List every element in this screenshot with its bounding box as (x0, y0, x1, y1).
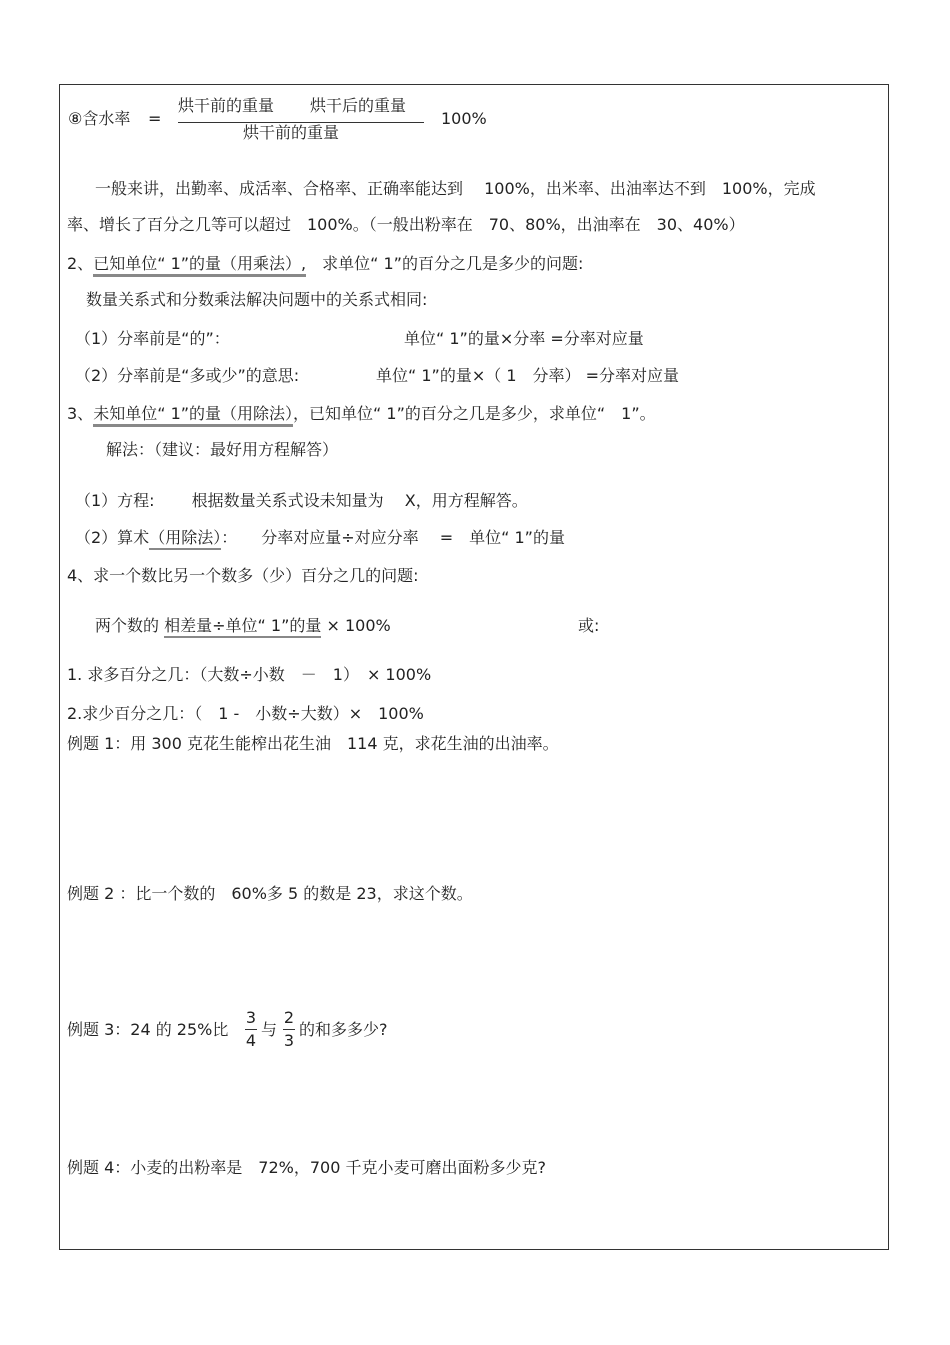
fraction-1-denominator: 4 (245, 1031, 257, 1050)
example-3-suffix: 的和多多少? (299, 1020, 388, 1039)
formula8-equals: = (148, 109, 162, 128)
section3-method: 解法：（建议：最好用方程解答） (106, 440, 339, 459)
formula8-numerator-right: 烘干后的重量 (310, 96, 407, 115)
fraction-2-denominator: 3 (283, 1031, 295, 1050)
section2-note: 数量关系式和分数乘法解决问题中的关系式相同: (86, 290, 428, 309)
example-3-prefix: 例题 3：24 的 25%比 (67, 1020, 229, 1039)
section2-heading (67, 254, 583, 274)
fraction-1-bar (245, 1029, 257, 1030)
example-3-fraction-2 (283, 1008, 295, 1051)
section3-item2-right: ： 分率对应量÷对应分率 = 单位“ 1”的量 (221, 528, 565, 547)
formula8-numerator-left: 烘干前的重量 (178, 96, 275, 115)
section2-item2-right: 单位“ 1”的量×（ 1 分率） =分率对应量 (376, 366, 680, 385)
section4-or: 或: (578, 616, 600, 635)
section4-less: 2.求少百分之几：（ 1 - 小数÷大数）× 100% (67, 704, 424, 723)
section4-formula (95, 616, 391, 636)
example-3-mid: 与 (261, 1020, 278, 1039)
fraction-1-numerator: 3 (245, 1008, 257, 1027)
section3-item2-left: （2）算术 (75, 528, 150, 547)
section2-item1-left: （1）分率前是“的”： (75, 329, 230, 348)
section2-rest: 求单位“ 1”的百分之几是多少的问题: (306, 254, 584, 273)
general-line-1: 一般来讲，出勤率、成活率、合格率、正确率能达到 100%，出米率、出油率达不到 100%，完成 (95, 179, 816, 198)
section2-prefix: 2、 (67, 254, 94, 273)
section3-underlined: 未知单位“ 1”的量（用除法） (93, 404, 293, 427)
section3-rest: ，已知单位“ 1”的百分之几是多少，求单位“ 1”。 (293, 404, 656, 423)
general-line-2: 率、增长了百分之几等可以超过 100%。（一般出粉率在 70、80%，出油率在 30、40%） (67, 215, 745, 234)
example-3-fraction-1 (245, 1008, 257, 1051)
section4-title: 4、求一个数比另一个数多（少）百分之几的问题: (67, 566, 419, 585)
formula8-label: ⑧含水率 (68, 109, 131, 128)
section2-underlined: 已知单位“ 1”的量（用乘法）, (93, 254, 306, 277)
example-2: 例题 2 ：比一个数的 60%多 5 的数是 23，求这个数。 (67, 884, 473, 903)
section2-item2-left: （2）分率前是“多或少”的意思: (75, 366, 300, 385)
section3-prefix: 3、 (67, 404, 94, 423)
section3-item2-underlined: （用除法） (149, 528, 221, 550)
section4-formula-right: × 100% (326, 616, 391, 635)
formula8-denominator: 烘干前的重量 (243, 123, 340, 142)
section3-item2 (75, 528, 565, 548)
section2-item1-right: 单位“ 1”的量×分率 =分率对应量 (404, 329, 644, 348)
example-1: 例题 1：用 300 克花生能榨出花生油 114 克，求花生油的出油率。 (67, 734, 559, 753)
fraction-2-numerator: 2 (283, 1008, 295, 1027)
example-4: 例题 4：小麦的出粉率是 72%，700 千克小麦可磨出面粉多少克? (67, 1158, 546, 1177)
section4-formula-left: 两个数的 (95, 616, 160, 635)
section3-item1: （1）方程: 根据数量关系式设未知量为 X，用方程解答。 (75, 491, 528, 510)
fraction-2-bar (283, 1029, 295, 1030)
section4-more: 1. 求多百分之几：（大数÷小数 － 1） × 100% (67, 665, 432, 684)
section4-formula-underlined: 相差量÷单位“ 1”的量 (164, 616, 321, 638)
section3-heading (67, 404, 656, 424)
formula8-tail: 100% (441, 109, 487, 128)
